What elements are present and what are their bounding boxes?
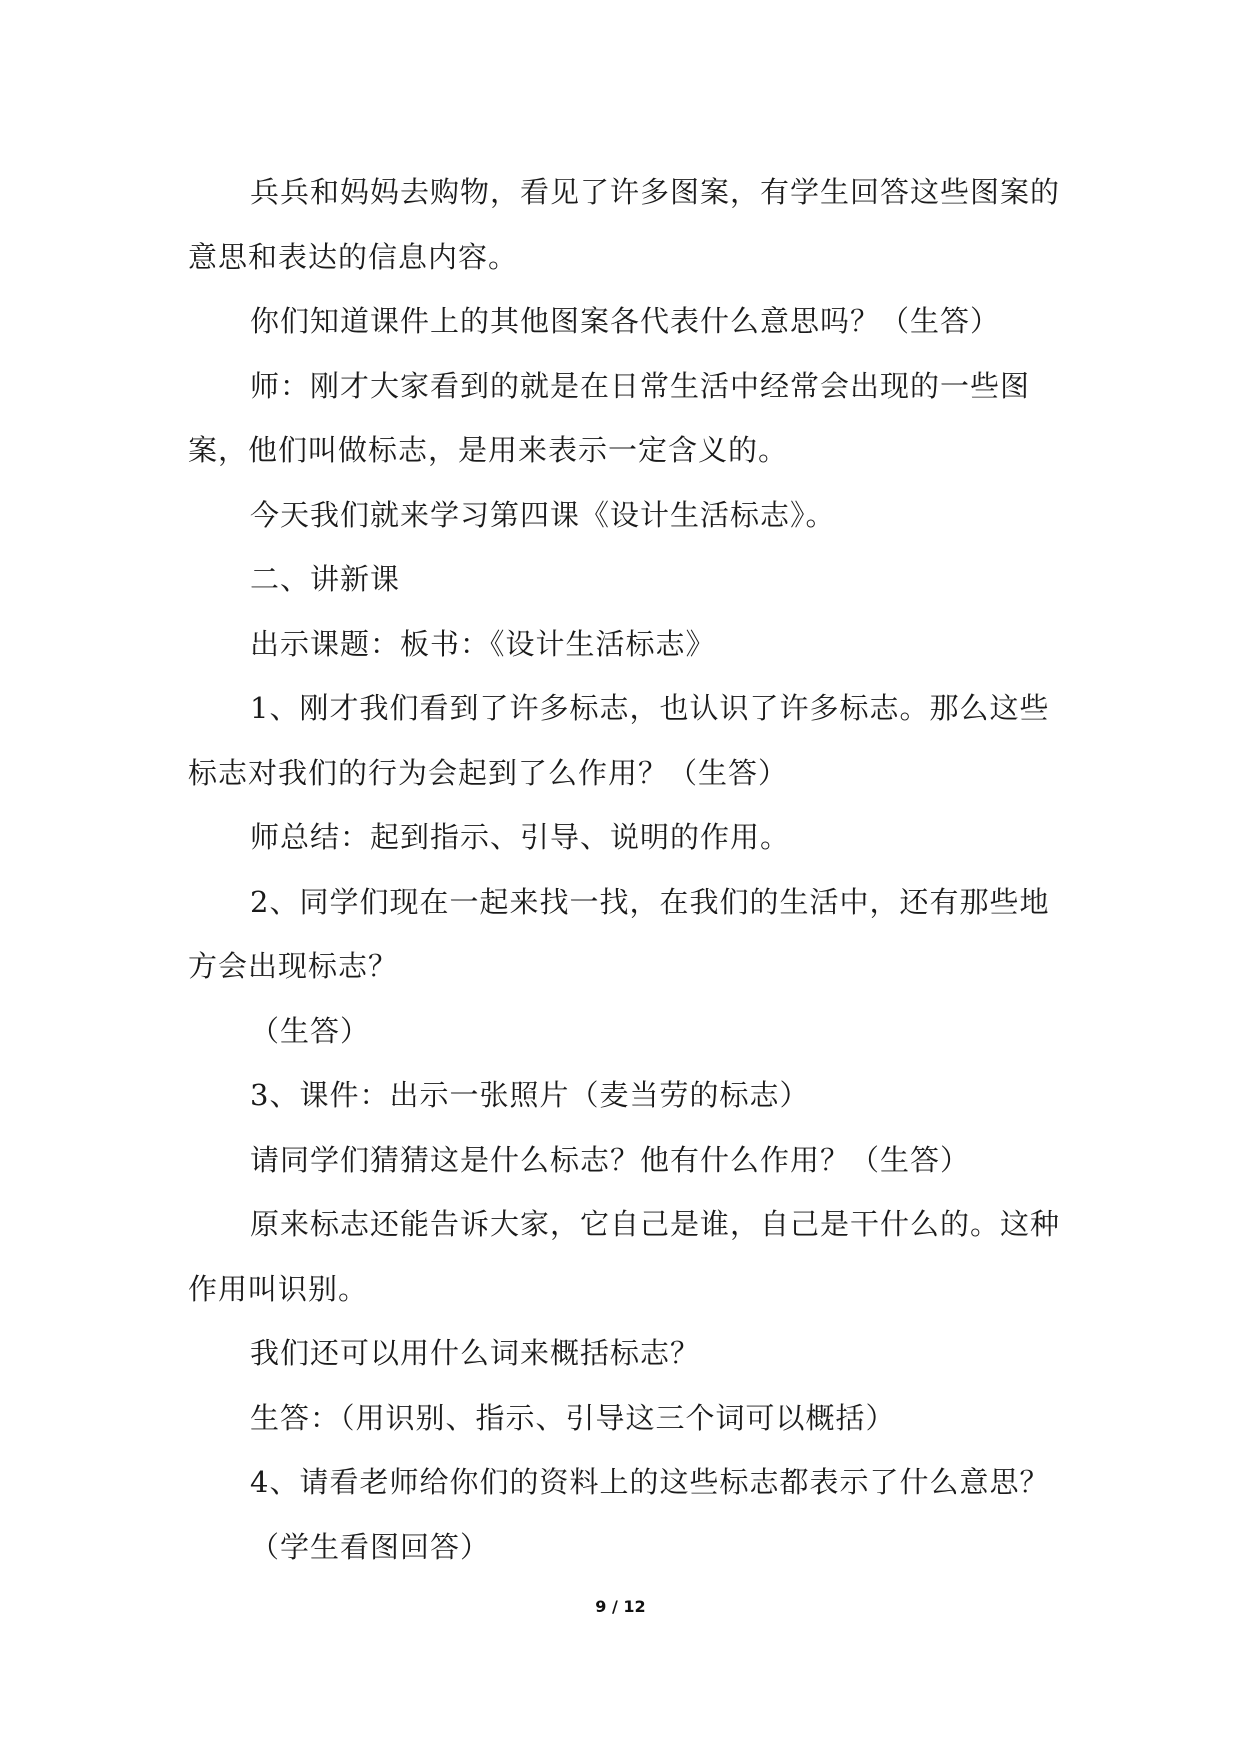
- paragraph: 师：刚才大家看到的就是在日常生活中经常会出现的一些图案，他们叫做标志，是用来表示一定含义的。: [188, 368, 1031, 467]
- paragraph: 师总结：起到指示、引导、说明的作用。: [250, 820, 791, 854]
- paragraph: 你们知道课件上的其他图案各代表什么意思吗？（生答）: [250, 304, 1001, 338]
- paragraph: 生答：（用识别、指示、引导这三个词可以概括）: [250, 1400, 896, 1435]
- paragraph: 请同学们猜猜这是什么标志？他有什么作用？（生答）: [250, 1142, 971, 1177]
- paragraph: 出示课题：板书：《设计生活标志》: [250, 626, 716, 661]
- paragraph: 1、刚才我们看到了许多标志，也认识了许多标志。那么这些标志对我们的行为会起到了么作用？（生答）: [188, 691, 1050, 790]
- paragraph: （生答）: [250, 1013, 371, 1048]
- paragraph: 2、同学们现在一起来找一找，在我们的生活中，还有那些地方会出现标志？: [188, 884, 1050, 983]
- section-heading: 二、讲新课: [250, 562, 401, 596]
- paragraph: 原来标志还能告诉大家，它自己是谁，自己是干什么的。这种作用叫识别。: [188, 1207, 1061, 1306]
- paragraph: （学生看图回答）: [250, 1529, 491, 1564]
- paragraph: 我们还可以用什么词来概括标志？: [250, 1336, 701, 1370]
- paragraph: 今天我们就来学习第四课《设计生活标志》。: [250, 497, 836, 532]
- paragraph: 3、课件：出示一张照片（麦当劳的标志）: [250, 1078, 810, 1112]
- document-body: [188, 160, 1060, 1579]
- paragraph: 4、请看老师给你们的资料上的这些标志都表示了什么意思？: [250, 1465, 1050, 1499]
- page-number: 9 / 12: [595, 1597, 646, 1616]
- paragraph: 兵兵和妈妈去购物，看见了许多图案，有学生回答这些图案的意思和表达的信息内容。: [188, 175, 1061, 274]
